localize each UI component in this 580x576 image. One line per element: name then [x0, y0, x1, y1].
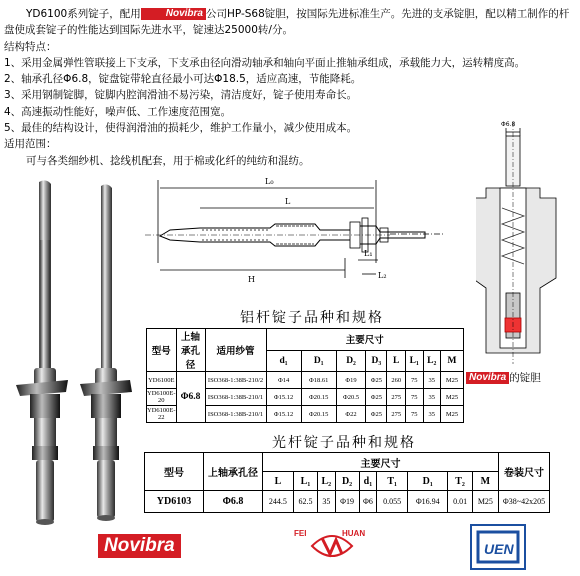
t2-D1: Φ16.94 — [408, 491, 448, 513]
t2-T1: 0.055 — [377, 491, 408, 513]
t2-col-L1: L₁ — [293, 472, 317, 491]
feature-item-3: 3、采用钢制锭脚，锭脚内腔润滑油不易污染，清洁度好，锭子使用寿命长。 — [4, 89, 358, 102]
t2-D2: Φ19 — [335, 491, 359, 513]
t1-r3-M: M25 — [441, 406, 464, 423]
t2-header-bore: 上轴承孔径 — [204, 453, 263, 491]
t1-r2-L1: 75 — [405, 389, 423, 406]
intro-line1-pre: YD6100系列锭子，配用 — [26, 8, 141, 20]
scope-text: 可与各类细纱机、捻线机配套，用于棉或化纤的纯纺和混纺。 — [26, 154, 310, 167]
t1-r3-D2: Φ22 — [336, 406, 366, 423]
table-smooth-spindle — [144, 452, 550, 513]
label-l0: L₀ — [265, 177, 274, 186]
t1-r1-D2: Φ19 — [336, 372, 366, 389]
feature-item-4: 4、高速振动性能好，噪声低、工作速度范围宽。 — [4, 105, 232, 118]
t1-r3-L1: 75 — [405, 406, 423, 423]
t1-col-D1: D₁ — [301, 350, 336, 372]
table-aluminum-spindle — [146, 328, 464, 423]
t2-col-L2: L₂ — [318, 472, 335, 491]
t1-r2-D2: Φ20.5 — [336, 389, 366, 406]
label-l2: L₂ — [378, 271, 387, 280]
novibra-brand-tag: Novibra — [141, 8, 206, 20]
spindle-left — [16, 180, 68, 525]
uen-logo — [470, 524, 526, 570]
spindle-photo — [6, 180, 146, 540]
table-row — [145, 491, 550, 513]
t1-r1-L2: 35 — [423, 372, 441, 389]
t1-r3-D1: Φ20.15 — [301, 406, 336, 423]
t2-col-D1: D₁ — [408, 472, 448, 491]
t2-model: YD6103 — [145, 491, 204, 513]
t1-header-bore: 上轴承孔径 — [176, 329, 205, 372]
uen-logo-text: UEN — [484, 541, 514, 557]
bushing-caption-brand: Novibra — [466, 372, 509, 384]
t1-col-D2: D₂ — [336, 350, 366, 372]
feihuan-logo-left: FEI — [294, 529, 307, 538]
scope-title: 适用范围： — [4, 138, 57, 151]
t1-header-main: 主要尺寸 — [266, 329, 463, 351]
t1-r2-L: 275 — [387, 389, 406, 406]
t2-header-model: 型号 — [145, 453, 204, 491]
t1-r2-M: M25 — [441, 389, 464, 406]
t2-col-d1: d₁ — [359, 472, 377, 491]
feature-item-2: 2、轴承孔径Φ6.8，锭盘锭带轮直径最小可达Φ18.5，适应高速，节能降耗。 — [4, 73, 362, 86]
t2-header-main: 主要尺寸 — [263, 453, 499, 472]
t1-r1-D3: Φ25 — [366, 372, 387, 389]
t1-col-L: L — [387, 350, 406, 372]
t1-bore-value: Φ6.8 — [176, 372, 205, 423]
table2-title: 光杆锭子品种和规格 — [272, 435, 416, 451]
intro-paragraph — [4, 6, 576, 39]
feihuan-logo-right: HUAN — [342, 529, 366, 538]
t1-r1-L1: 75 — [405, 372, 423, 389]
label-l1: L₁ — [364, 249, 373, 258]
t2-L2: 35 — [318, 491, 335, 513]
t1-col-M: M — [441, 350, 464, 372]
spindle-right — [80, 184, 132, 521]
features-title: 结构特点： — [4, 40, 57, 53]
t2-M: M25 — [472, 491, 498, 513]
t1-r3-yarn: ISO368-1:38B-210/1 — [205, 406, 266, 423]
spindle-technical-drawing — [140, 168, 450, 298]
t1-r2-d1: Φ15.12 — [266, 389, 301, 406]
t2-pkg: Φ38~42x205 — [499, 491, 550, 513]
t1-r3-D3: Φ25 — [366, 406, 387, 423]
t2-col-L: L — [263, 472, 294, 491]
bushing-caption — [466, 370, 541, 385]
t2-header-pkg: 卷装尺寸 — [499, 453, 550, 491]
t1-r2-yarn: ISO368-1:38B-210/1 — [205, 389, 266, 406]
t2-d1: Φ6 — [359, 491, 377, 513]
t1-r2-model: YD6100E-20 — [147, 390, 176, 404]
t1-r3-L2: 35 — [423, 406, 441, 423]
t2-bore: Φ6.8 — [204, 491, 263, 513]
t1-r1-yarn: ISO368-1:38B-210/2 — [205, 372, 266, 389]
t1-col-L2: L₂ — [423, 350, 441, 372]
t2-L1: 62.5 — [293, 491, 317, 513]
t2-T2: 0.01 — [448, 491, 472, 513]
t1-r2-L2: 35 — [423, 389, 441, 406]
t1-r1-M: M25 — [441, 372, 464, 389]
t1-r1-d1: Φ14 — [266, 372, 301, 389]
label-h: H — [248, 275, 255, 284]
t1-header-yarn: 适用纱管 — [205, 329, 266, 372]
t1-r3-d1: Φ15.12 — [266, 406, 301, 423]
feature-item-1: 1、采用金属弹性管联接上下支承，下支承由径向滑动轴承和轴向平面止推轴承组成，承载能力大，运转精度高。 — [4, 56, 526, 69]
t1-col-d1: d₁ — [266, 350, 301, 372]
t1-r2-D3: Φ25 — [366, 389, 387, 406]
t1-r1-model: YD6100E — [147, 372, 177, 389]
t1-col-D3: D₃ — [366, 350, 387, 372]
t1-r3-L: 275 — [387, 406, 406, 423]
t1-r2-D1: Φ20.15 — [301, 389, 336, 406]
t1-r1-D1: Φ18.61 — [301, 372, 336, 389]
novibra-logo: Novibra — [98, 534, 181, 558]
bushing-cross-section — [476, 118, 576, 368]
feature-item-5: 5、最佳的结构设计，使得润滑油的损耗少，维护工作量小，减少使用成本。 — [4, 122, 358, 135]
bushing-caption-suffix: 的锭胆 — [509, 372, 541, 384]
feihuan-logo — [292, 524, 372, 568]
label-l: L — [285, 197, 291, 206]
t2-col-D2: D₂ — [335, 472, 359, 491]
bushing-bore-label: Φ6.8 — [501, 121, 516, 128]
t1-r3-model: YD6100E-22 — [147, 407, 176, 421]
t2-col-M: M — [472, 472, 498, 491]
t2-col-T1: T₁ — [377, 472, 408, 491]
t1-r1-L: 260 — [387, 372, 406, 389]
t2-L: 244.5 — [263, 491, 294, 513]
table1-title: 铝杆锭子品种和规格 — [240, 310, 384, 326]
t1-header-model: 型号 — [147, 329, 177, 372]
intro-line1-post: 公司HP-S68锭胆，按国际先进标准生产。先进的支承锭胆，配以精工制作的杆盘使成套锭子的性能达到国际先进水平，锭速达25000转/分。 — [4, 8, 570, 37]
t1-col-L1: L₁ — [405, 350, 423, 372]
table-row — [147, 372, 464, 389]
t2-col-T2: T₂ — [448, 472, 472, 491]
